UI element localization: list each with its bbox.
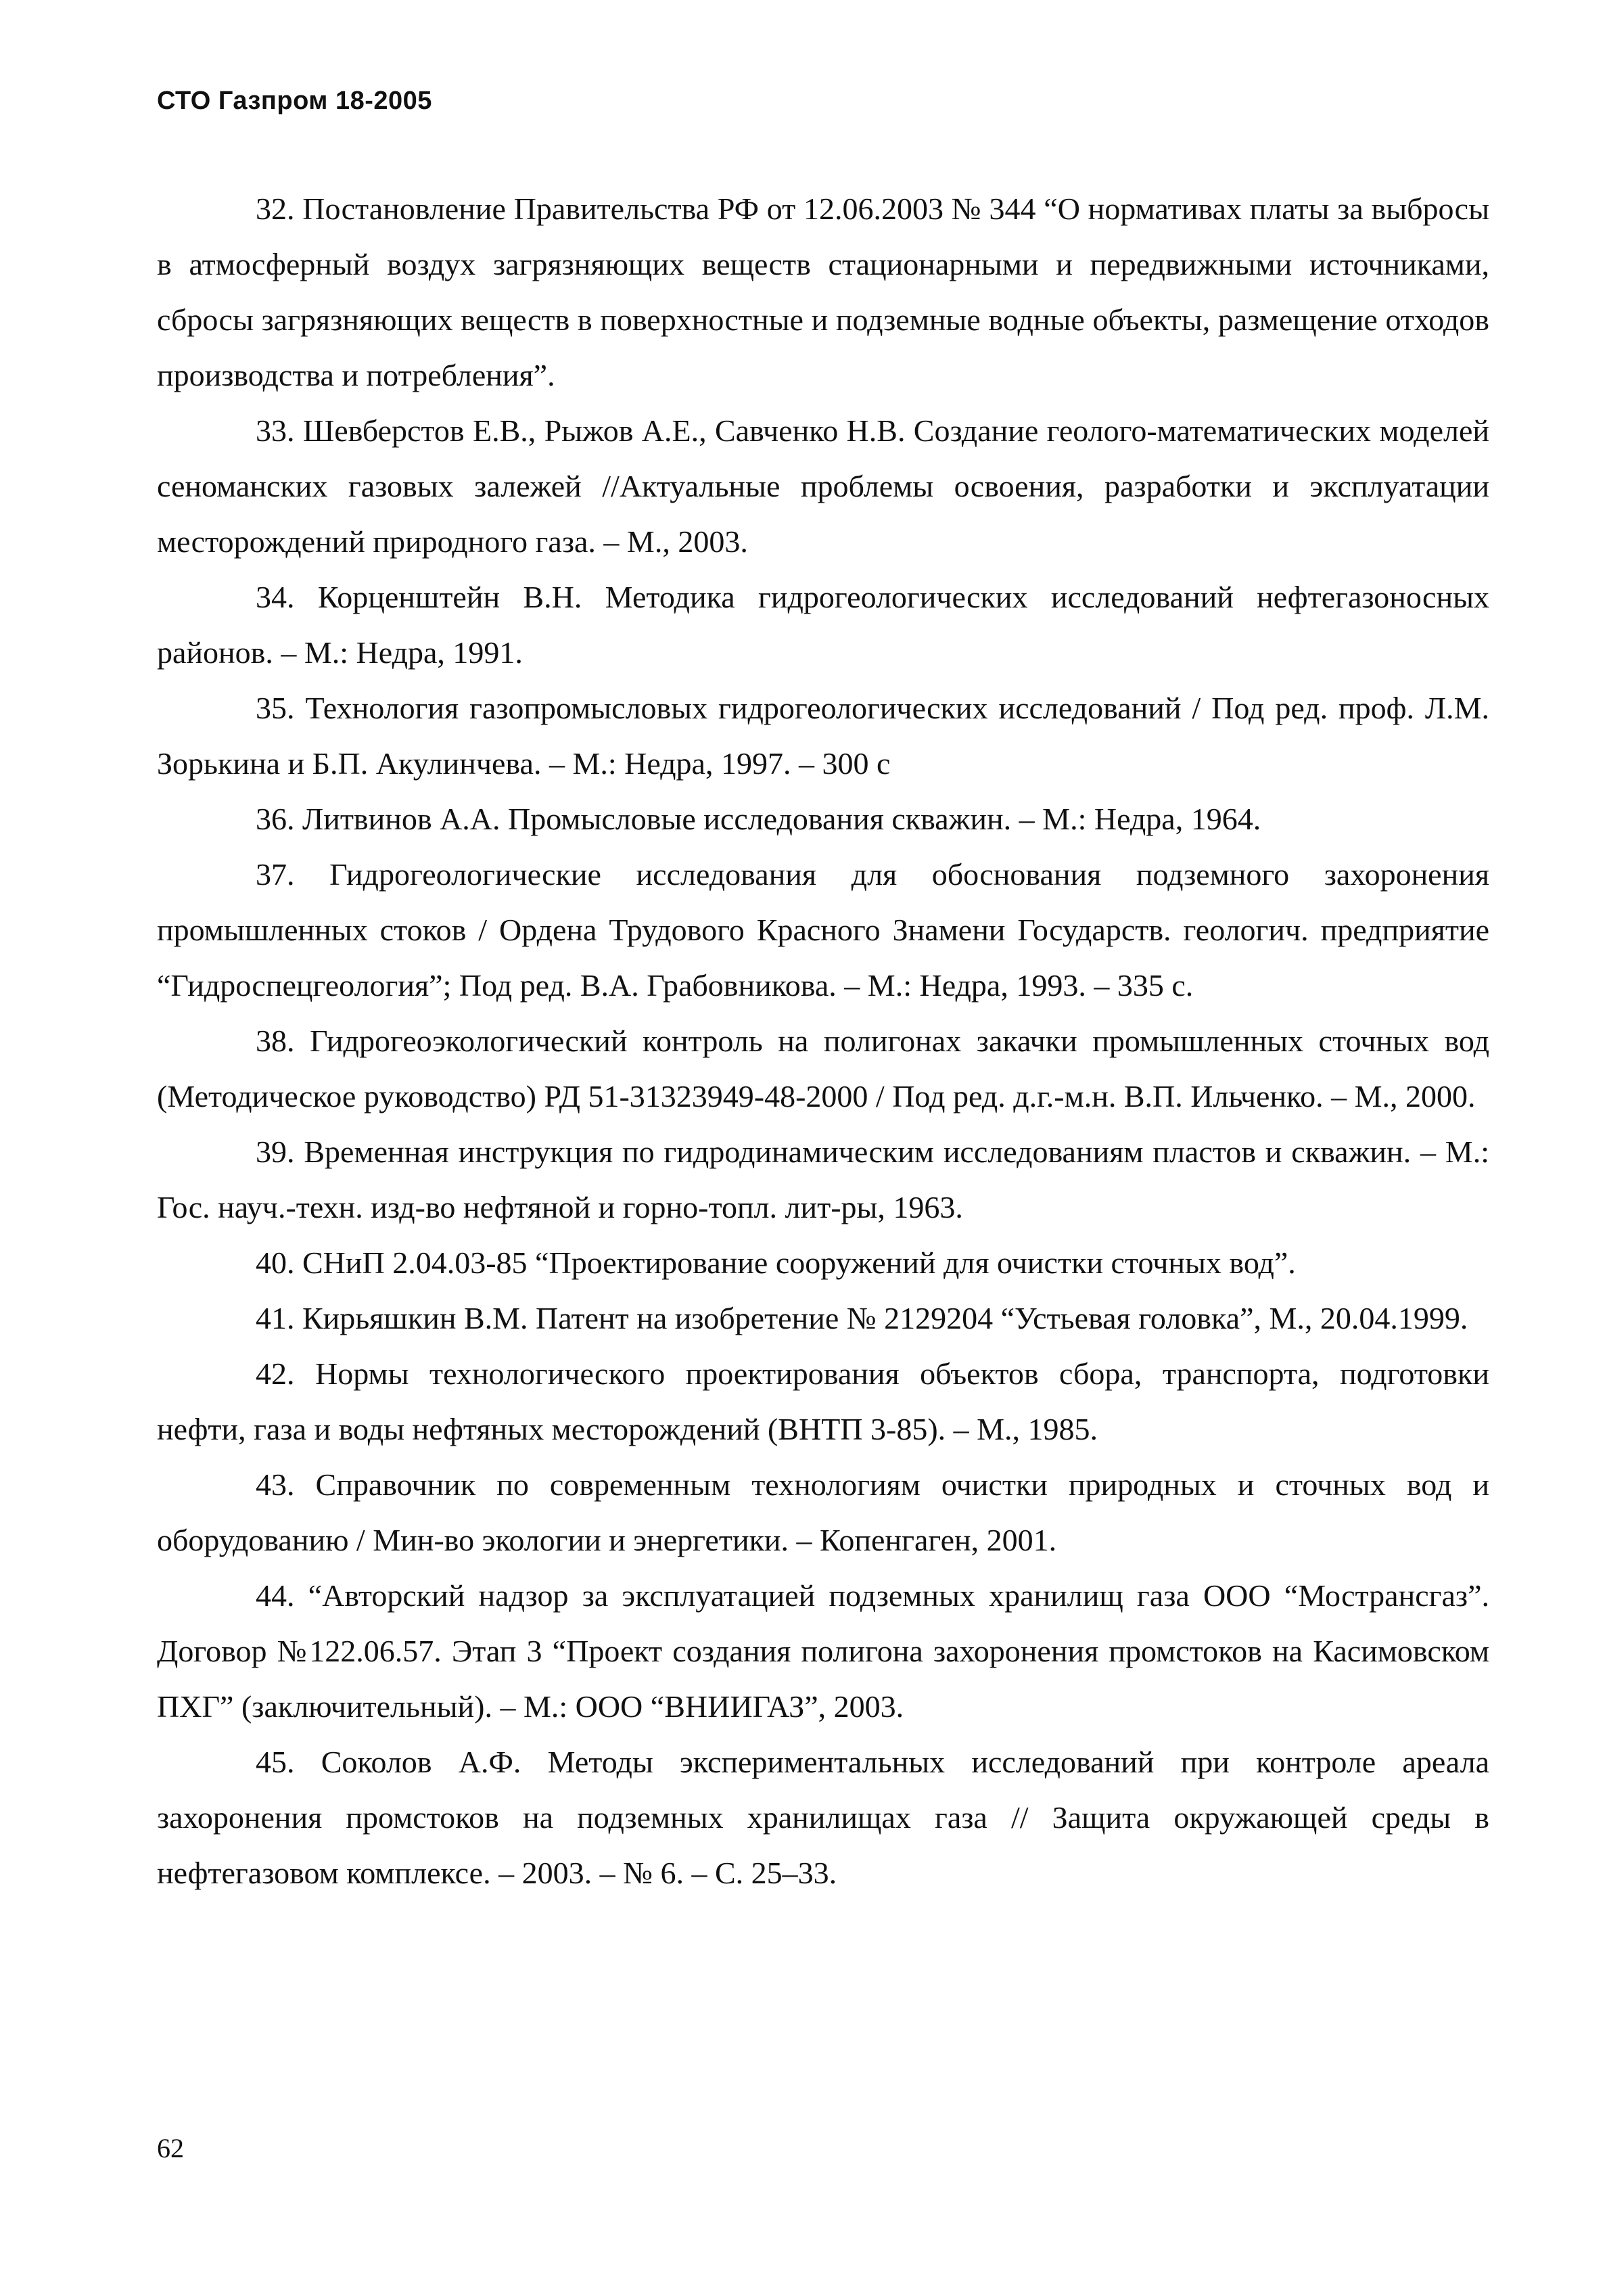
reference-item-45: 45. Соколов А.Ф. Методы экспериментальных исследований при контроле ареала захоронения промстоков на подземных хранилищах газа // Защита окружающей среды в нефтегазовом комплексе. – 2003. – № 6. – С. 25–33. bbox=[157, 1745, 1489, 1890]
reference-item-34: 34. Корценштейн В.Н. Методика гидрогеологических исследований нефтегазоносных районов. – М.: Недра, 1991. bbox=[157, 580, 1489, 670]
reference-item-43: 43. Справочник по современным технологиям очистки природных и сточных вод и оборудованию / Мин-во экологии и энергетики. – Копенгаген, 2001. bbox=[157, 1467, 1489, 1557]
document-header: СТО Газпром 18-2005 bbox=[157, 87, 432, 115]
reference-item-42: 42. Нормы технологического проектирования объектов сбора, транспорта, подготовки нефти, газа и воды нефтяных месторождений (ВНТП 3-85). – М., 1985. bbox=[157, 1356, 1489, 1446]
reference-item-40: 40. СНиП 2.04.03-85 “Проектирование сооружений для очистки сточных вод”. bbox=[256, 1245, 1296, 1280]
reference-item-44: 44. “Авторский надзор за эксплуатацией подземных хранилищ газа ООО “Мострансгаз”. Договор №122.06.57. Этап 3 “Проект создания полигона захоронения промстоков на Касимовском ПХГ” (заключительный). – М.: ООО “ВНИИГАЗ”, 2003. bbox=[157, 1578, 1489, 1724]
reference-item-32: 32. Постановление Правительства РФ от 12.06.2003 № 344 “О нормативах платы за выбросы в атмосферный воздух загрязняющих веществ стационарными и передвижными источниками, сбросы загрязняющих веществ в поверхностные и подземные водные объекты, размещение отходов производства и потребления”. bbox=[157, 191, 1489, 392]
page-number: 62 bbox=[157, 2133, 184, 2163]
reference-item-39: 39. Временная инструкция по гидродинамическим исследованиям пластов и скважин. – М.: Гос. науч.-техн. изд-во нефтяной и горно-топл. лит-ры, 1963. bbox=[157, 1134, 1489, 1224]
reference-item-33: 33. Шевберстов Е.В., Рыжов А.Е., Савченко Н.В. Создание геолого-математических моделей сеноманских газовых залежей //Актуальные проблемы освоения, разработки и эксплуатации месторождений природного газа. – М., 2003. bbox=[157, 413, 1489, 559]
reference-item-41: 41. Кирьяшкин В.М. Патент на изобретение № 2129204 “Устьевая головка”, М., 20.04.1999. bbox=[256, 1301, 1468, 1335]
reference-item-35: 35. Технология газопромысловых гидрогеологических исследований / Под ред. проф. Л.М. Зорькина и Б.П. Акулинчева. – М.: Недра, 1997. – 300 с bbox=[157, 691, 1489, 781]
reference-item-37: 37. Гидрогеологические исследования для обоснования подземного захоронения промышленных стоков / Ордена Трудового Красного Знамени Государств. геологич. предприятие “Гидроспецгеология”; Под ред. В.А. Грабовникова. – М.: Недра, 1993. – 335 с. bbox=[157, 857, 1489, 1003]
reference-item-38: 38. Гидрогеоэкологический контроль на полигонах закачки промышленных сточных вод (Методическое руководство) РД 51-31323949-48-2000 / Под ред. д.г.-м.н. В.П. Ильченко. – М., 2000. bbox=[157, 1024, 1489, 1113]
reference-item-36: 36. Литвинов А.А. Промысловые исследования скважин. – М.: Недра, 1964. bbox=[256, 802, 1261, 836]
reference-list bbox=[157, 181, 1489, 1901]
